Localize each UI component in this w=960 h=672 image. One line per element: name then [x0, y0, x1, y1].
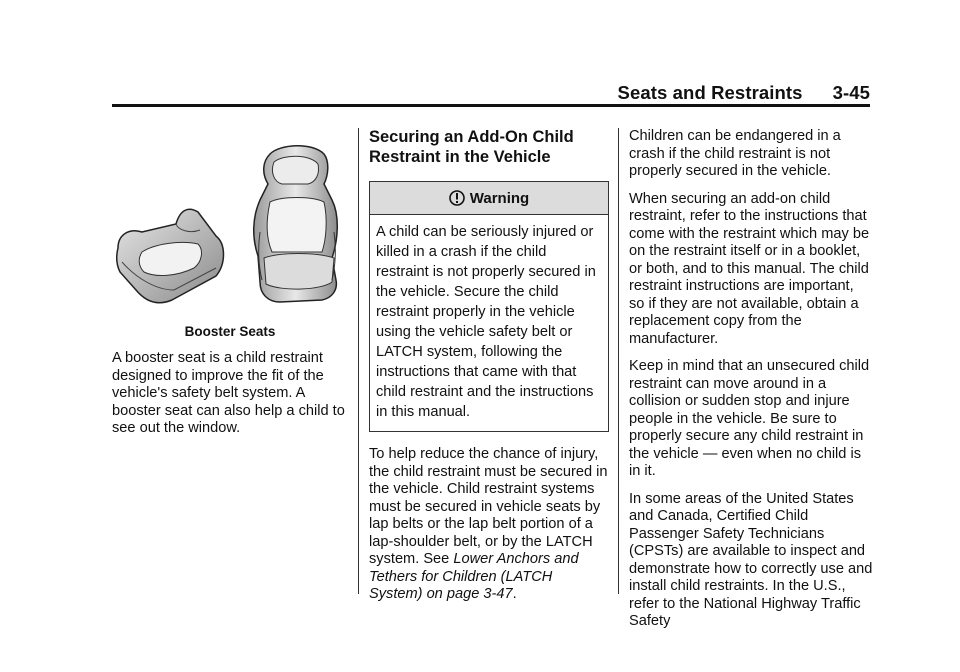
instructions-paragraph: When securing an add-on child restraint, refer to the instructions that come with the restraint which may be on the restraint itself or in a booklet, or both, and to this manual. The child restraint instructions are important, so if they are not available, obtain a replacement copy from the manufacturer.: [629, 190, 870, 347]
figure-caption: Booster Seats: [184, 324, 276, 339]
injury-paragraph-end: .: [512, 586, 517, 602]
header-rule: [112, 104, 870, 107]
backless-booster-drawing: [117, 209, 224, 302]
column-2: [369, 128, 609, 614]
section-heading: Securing an Add-On Child Restraint in the Vehicle: [369, 128, 574, 166]
page-header: [112, 82, 870, 104]
unsecured-paragraph: Keep in mind that an unsecured child restraint can move around in a collision or sudden stop and injure people in the vehicle. Be sure to properly secure any child restraint in the vehicle — even when no child is in it.: [629, 358, 870, 479]
warning-header: [370, 182, 608, 215]
high-back-booster-drawing: [254, 146, 338, 302]
cpst-paragraph: In some areas of the United States and Canada, Certified Child Passenger Safety Technicians (CPSTs) are available to inspect and demonstrate how to correctly use and install child restraints. In the U.S., refer to the National Highway Traffic Safety: [629, 490, 873, 629]
section-title: Seats and Restraints: [617, 82, 803, 103]
running-title: [618, 82, 870, 104]
injury-paragraph-text: To help reduce the chance of injury, the child restraint must be secured in the vehicle. Child restraint systems must be secured in vehicle seats by lap belts or the lap belt portion of a lap-shoulder belt, or by the LATCH system. See: [369, 446, 608, 567]
column-divider-2: [618, 128, 619, 594]
column-1: [112, 350, 352, 448]
injury-paragraph: [369, 446, 609, 604]
column-3: [629, 128, 873, 641]
booster-paragraph: A booster seat is a child restraint designed to improve the fit of the vehicle's safety belt system. A booster seat can also help a child to see out the window.: [112, 350, 345, 436]
warning-text: A child can be seriously injured or killed in a crash if the child restraint is not properly secured in the vehicle. Secure the child restraint properly in the vehicle using the vehicle safety belt or LATCH system, following the instructions that came with that child restraint and the instructions in this manual.: [376, 224, 596, 420]
booster-seats-figure: [112, 140, 348, 315]
warning-icon: [449, 188, 465, 208]
warning-box: [369, 181, 609, 432]
warning-label: Warning: [469, 189, 530, 207]
booster-seats-illustration: [112, 140, 348, 315]
page-number: 3-45: [832, 82, 870, 103]
column-divider-1: [358, 128, 359, 594]
latch-cross-reference[interactable]: Lower Anchors and Tethers for Children (LATCH System) on page 3-47: [369, 551, 579, 602]
endangered-paragraph: Children can be endangered in a crash if the child restraint is not properly secured in the vehicle.: [629, 128, 841, 179]
